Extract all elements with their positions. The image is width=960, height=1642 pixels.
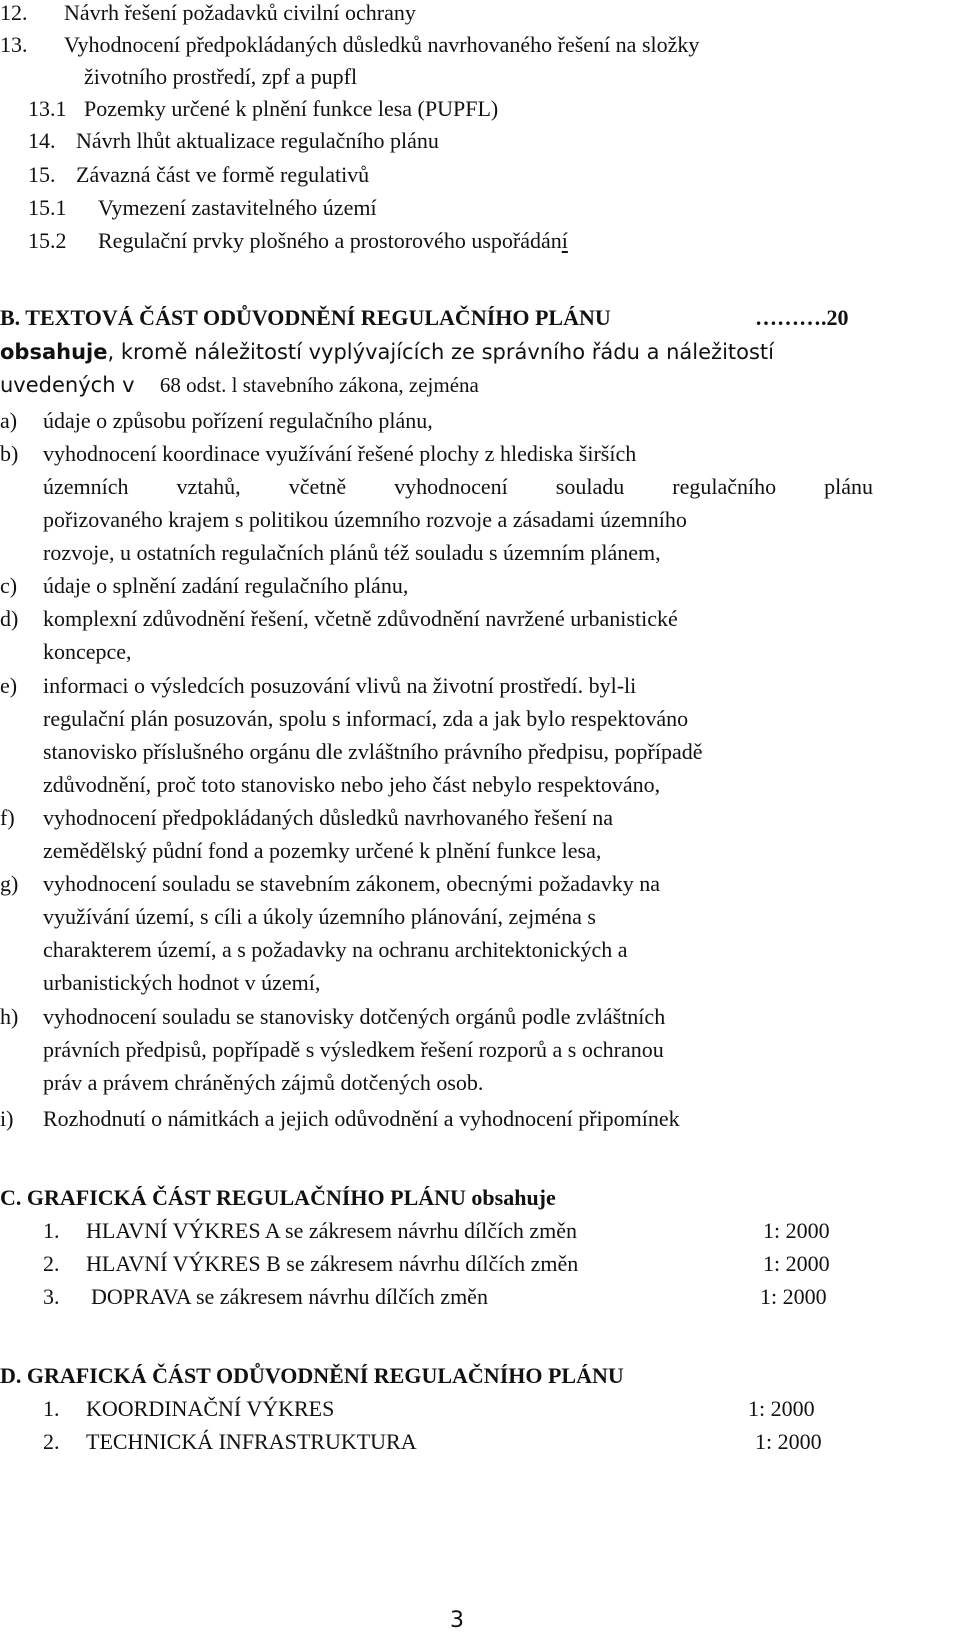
- list-item-h-line-2: právních předpisů, popřípadě s výsledkem řešení rozporů a s ochranou: [43, 1037, 664, 1062]
- toc-item-number: 13.1: [28, 96, 67, 121]
- toc-item-13-continued: životního prostředí, zpf a pupfl: [84, 64, 358, 89]
- toc-item-label: Vyhodnocení předpokládaných důsledků navrhovaného řešení na složky: [64, 32, 700, 57]
- list-item-g-line-2: využívání území, s cíli a úkoly územního plánování, zejména s: [43, 904, 596, 929]
- list-item-h: h) vyhodnocení souladu se stanovisky dotčených orgánů podle zvláštních: [0, 1004, 666, 1029]
- list-item-e: e) informaci o výsledcích posuzování vlivů na životní prostředí. byl-li: [0, 673, 637, 698]
- toc-item-15-1: [28, 195, 377, 221]
- list-item-a: a) údaje o způsobu pořízení regulačního plánu,: [0, 408, 433, 433]
- list-item-h-line-3: práv a právem chráněných zájmů dotčených osob.: [43, 1070, 484, 1095]
- list-item-e-line-2: regulační plán posuzován, spolu s informací, zda a jak bylo respektováno: [43, 706, 689, 731]
- drawing-scale: 1: 2000: [760, 1284, 827, 1309]
- section-b-heading: B. TEXTOVÁ ČÁST ODŮVODNĚNÍ REGULAČNÍHO PLÁNU ……….20: [0, 305, 849, 330]
- list-item-e-line-3: stanovisko příslušného orgánu dle zvláštního právního předpisu, popřípadě: [43, 739, 703, 764]
- section-b-intro-line-2: uvedených v 68 odst. l stavebního zákona, zejména: [0, 373, 479, 397]
- list-item-b-line-2: územních vztahů, včetně vyhodnocení souladu regulačního plánu: [43, 474, 873, 499]
- toc-item-number: 15.: [28, 162, 56, 187]
- toc-item-15: [28, 162, 370, 188]
- list-item-g-line-3: charakterem území, a s požadavky na ochranu architektonických a: [43, 937, 628, 962]
- toc-item-number: 14.: [28, 128, 56, 153]
- list-item-d: d) komplexní zdůvodnění řešení, včetně zdůvodnění navržené urbanistické: [0, 606, 678, 631]
- list-item-e-line-4: zdůvodnění, proč toto stanovisko nebo jeho část nebylo respektováno,: [43, 772, 661, 797]
- toc-item-label: Vymezení zastavitelného území: [98, 195, 377, 220]
- drawing-list-item: 2. TECHNICKÁ INFRASTRUKTURA: [43, 1429, 417, 1454]
- toc-item-label: Regulační prvky plošného a prostorového uspořádání: [98, 228, 568, 253]
- drawing-scale: 1: 2000: [763, 1218, 830, 1243]
- page-number: 3: [450, 1608, 464, 1633]
- list-item-d-line-2: koncepce,: [43, 639, 132, 664]
- toc-item-number: 15.1: [28, 195, 67, 220]
- toc-item-number: 15.2: [28, 228, 67, 253]
- section-b-intro-line-1: obsahuje, kromě náležitostí vyplývajících ze správního řádu a náležitostí: [0, 340, 774, 364]
- section-b-dots: ……….20: [755, 305, 849, 330]
- drawing-list-item: 1. KOORDINAČNÍ VÝKRES: [43, 1396, 335, 1421]
- toc-item-13: [0, 32, 700, 58]
- toc-item-label: Návrh lhůt aktualizace regulačního plánu: [76, 128, 439, 153]
- list-item-g-line-4: urbanistických hodnot v území,: [43, 970, 321, 995]
- section-c-heading: C. GRAFICKÁ ČÁST REGULAČNÍHO PLÁNU obsahuje: [0, 1185, 556, 1210]
- toc-item-15-2: [28, 228, 568, 254]
- drawing-scale: 1: 2000: [755, 1429, 822, 1454]
- list-item-i: i) Rozhodnutí o námitkách a jejich odůvodnění a vyhodnocení připomínek: [0, 1106, 680, 1131]
- list-item-b-line-4: rozvoje, u ostatních regulačních plánů též souladu s územním plánem,: [43, 540, 661, 565]
- toc-item-13-1: [28, 96, 499, 122]
- list-item-c: c) údaje o splnění zadání regulačního plánu,: [0, 573, 409, 598]
- list-item-f: f) vyhodnocení předpokládaných důsledků navrhovaného řešení na: [0, 805, 613, 830]
- section-d-heading: D. GRAFICKÁ ČÁST ODŮVODNĚNÍ REGULAČNÍHO PLÁNU: [0, 1363, 624, 1388]
- toc-item-label: Závazná část ve formě regulativů: [76, 162, 370, 187]
- list-item-b: b) vyhodnocení koordinace využívání řešené plochy z hlediska širších: [0, 441, 637, 466]
- list-item-f-line-2: zemědělský půdní fond a pozemky určené k plnění funkce lesa,: [43, 838, 602, 863]
- drawing-scale: 1: 2000: [748, 1396, 815, 1421]
- toc-item-14: [28, 128, 439, 154]
- list-item-b-line-3: pořizovaného krajem s politikou územního rozvoje a zásadami územního: [43, 507, 687, 532]
- toc-item-label: Pozemky určené k plnění funkce lesa (PUPFL): [84, 96, 499, 121]
- toc-item-label: Návrh řešení požadavků civilní ochrany: [64, 0, 416, 25]
- toc-item-number: 12.: [0, 0, 28, 25]
- toc-item-12: [0, 0, 416, 26]
- drawing-list-item: 1. HLAVNÍ VÝKRES A se zákresem návrhu dílčích změn: [43, 1218, 578, 1243]
- drawing-list-item: 2. HLAVNÍ VÝKRES B se zákresem návrhu dílčích změn: [43, 1251, 579, 1276]
- drawing-list-item: 3. DOPRAVA se zákresem návrhu dílčích změn: [43, 1284, 488, 1309]
- toc-item-number: 13.: [0, 32, 28, 57]
- drawing-scale: 1: 2000: [763, 1251, 830, 1276]
- list-item-g: g) vyhodnocení souladu se stavebním zákonem, obecnými požadavky na: [0, 871, 661, 896]
